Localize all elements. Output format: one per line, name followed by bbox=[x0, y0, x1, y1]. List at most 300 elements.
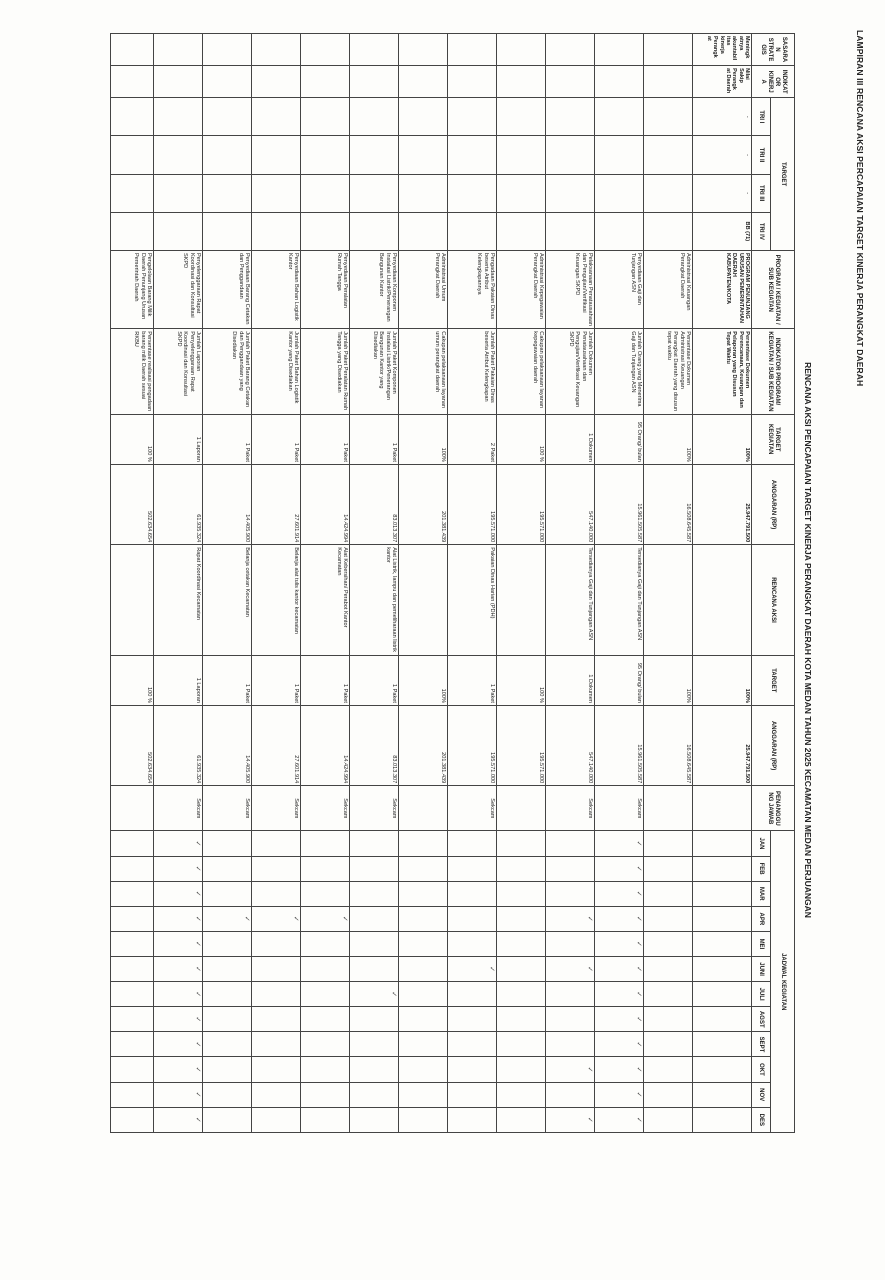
tri-3-empty bbox=[111, 174, 154, 212]
tri-1-empty bbox=[644, 98, 693, 136]
target-2-cell: 1 Paket bbox=[301, 655, 350, 705]
anggaran-2-cell: 25.947.791.500 bbox=[693, 705, 752, 785]
schedule-check-cell bbox=[203, 982, 252, 1007]
schedule-check-cell: ✓ bbox=[203, 906, 252, 931]
schedule-check-cell: ✓ bbox=[595, 831, 644, 856]
schedule-check-cell bbox=[301, 931, 350, 956]
schedule-check-cell: ✓ bbox=[154, 881, 203, 906]
penanggung-jawab-cell: Sekcam bbox=[448, 786, 497, 831]
program-cell: Administrasi Umum Perangkat Daerah bbox=[399, 250, 448, 328]
anggaran-cell: 27.601.914 bbox=[252, 464, 301, 544]
schedule-check-cell bbox=[644, 881, 693, 906]
schedule-check-cell bbox=[252, 931, 301, 956]
tri-3-empty bbox=[546, 174, 595, 212]
header-sasaran: SASARA N STRATE GIS bbox=[752, 34, 795, 66]
target-kegiatan-cell: 1 Paket bbox=[301, 414, 350, 464]
tri-2-empty bbox=[301, 136, 350, 174]
indikator-program-cell: Persentase Dokumen Perencanaan, Keuangan dan Pelaporan yang Disusun Tepat Waktu bbox=[693, 329, 752, 414]
schedule-check-cell bbox=[399, 1107, 448, 1132]
indikator-program-cell: Jumlah Paket Bahan Logistik Kantor yang Disediakan bbox=[252, 329, 301, 414]
schedule-check-cell bbox=[252, 982, 301, 1007]
schedule-check-cell bbox=[693, 831, 752, 856]
schedule-check-cell bbox=[252, 957, 301, 982]
tri-3-empty bbox=[301, 174, 350, 212]
anggaran-cell: 14.424.994 bbox=[301, 464, 350, 544]
schedule-check-cell bbox=[350, 957, 399, 982]
header-program: PROGRAM / KEGIATAN / SUB KEGIATAN bbox=[752, 250, 795, 328]
schedule-check-cell bbox=[350, 1082, 399, 1107]
schedule-check-cell bbox=[546, 831, 595, 856]
schedule-check-cell: ✓ bbox=[595, 1057, 644, 1082]
action-plan-table bbox=[110, 33, 795, 1133]
header-tri-2: TRI II bbox=[752, 136, 771, 174]
schedule-check-cell bbox=[203, 1032, 252, 1057]
tri-4-empty bbox=[301, 212, 350, 250]
tri-3-empty bbox=[644, 174, 693, 212]
program-cell: Administrasi Keuangan Perangkat Daerah bbox=[644, 250, 693, 328]
schedule-check-cell bbox=[301, 1032, 350, 1057]
schedule-check-cell: ✓ bbox=[154, 982, 203, 1007]
schedule-check-cell bbox=[301, 856, 350, 881]
schedule-check-cell bbox=[448, 931, 497, 956]
header-rencana-aksi: RENCANA AKSI bbox=[752, 545, 795, 655]
target-kegiatan-cell: 95 Orang/ bulan bbox=[595, 414, 644, 464]
schedule-check-cell bbox=[301, 1057, 350, 1082]
schedule-check-cell: ✓ bbox=[595, 957, 644, 982]
penanggung-jawab-cell: Sekcam bbox=[154, 786, 203, 831]
header-month: FEB bbox=[752, 856, 771, 881]
tri-4-empty bbox=[252, 212, 301, 250]
schedule-check-cell bbox=[203, 1057, 252, 1082]
rencana-aksi-cell: Belanja alat tulis kantor kecamatan bbox=[252, 545, 301, 655]
schedule-check-cell: ✓ bbox=[595, 906, 644, 931]
target-kegiatan-cell: 100 % bbox=[111, 414, 154, 464]
schedule-check-cell: ✓ bbox=[252, 906, 301, 931]
header-month: DES bbox=[752, 1107, 771, 1132]
anggaran-2-cell: 502.634.654 bbox=[111, 705, 154, 785]
schedule-check-cell bbox=[497, 1007, 546, 1032]
target-2-cell: 100% bbox=[644, 655, 693, 705]
anggaran-cell: 547.140.000 bbox=[546, 464, 595, 544]
table-row bbox=[644, 34, 693, 1133]
penanggung-jawab-cell: Sekcam bbox=[252, 786, 301, 831]
sasaran-empty-cell bbox=[497, 34, 546, 66]
schedule-check-cell: ✓ bbox=[154, 1082, 203, 1107]
tri-4-empty bbox=[546, 212, 595, 250]
table-row bbox=[693, 34, 752, 1133]
indikator-empty-cell bbox=[111, 66, 154, 98]
target-2-cell: 1 Laporan bbox=[154, 655, 203, 705]
indikator-program-cell: Cakupan pelaksanaan layanan umum perangkat daerah bbox=[399, 329, 448, 414]
schedule-check-cell: ✓ bbox=[154, 906, 203, 931]
header-tri-4: TRI IV bbox=[752, 212, 771, 250]
target-2-cell: 100 % bbox=[111, 655, 154, 705]
tri-2-empty bbox=[252, 136, 301, 174]
tri-3-empty bbox=[252, 174, 301, 212]
sasaran-empty-cell bbox=[301, 34, 350, 66]
schedule-check-cell bbox=[111, 957, 154, 982]
table-row bbox=[595, 34, 644, 1133]
indikator-empty-cell bbox=[497, 66, 546, 98]
tri-4-empty bbox=[644, 212, 693, 250]
tri-1-empty bbox=[546, 98, 595, 136]
schedule-check-cell bbox=[111, 881, 154, 906]
indikator-empty-cell bbox=[350, 66, 399, 98]
anggaran-cell: 14.405.900 bbox=[203, 464, 252, 544]
program-cell: Penyediaan Komponen Instalasi Listrik/Penerangan Bangunan Kantor bbox=[350, 250, 399, 328]
program-cell: Penyediaan Gaji dan Tunjangan ASN bbox=[595, 250, 644, 328]
sasaran-empty-cell bbox=[203, 34, 252, 66]
tri-4-empty bbox=[448, 212, 497, 250]
schedule-check-cell bbox=[497, 831, 546, 856]
schedule-check-cell bbox=[301, 881, 350, 906]
header-month: JAN bbox=[752, 831, 771, 856]
anggaran-2-cell: 14.424.994 bbox=[301, 705, 350, 785]
sasaran-empty-cell bbox=[399, 34, 448, 66]
penanggung-jawab-cell: Sekcam bbox=[595, 786, 644, 831]
tri-3-cell: - bbox=[693, 174, 752, 212]
anggaran-2-cell: 195.571.000 bbox=[448, 705, 497, 785]
tri-3-empty bbox=[448, 174, 497, 212]
schedule-check-cell bbox=[693, 957, 752, 982]
tri-3-empty bbox=[154, 174, 203, 212]
schedule-check-cell: ✓ bbox=[154, 856, 203, 881]
anggaran-cell: 195.571.000 bbox=[497, 464, 546, 544]
schedule-check-cell bbox=[301, 982, 350, 1007]
target-2-cell: 1 Paket bbox=[203, 655, 252, 705]
program-cell: Administrasi Kepegawaian Perangkat Daerah bbox=[497, 250, 546, 328]
schedule-check-cell: ✓ bbox=[595, 1107, 644, 1132]
schedule-check-cell bbox=[203, 957, 252, 982]
schedule-check-cell: ✓ bbox=[448, 957, 497, 982]
schedule-check-cell bbox=[448, 906, 497, 931]
penanggung-jawab-cell bbox=[693, 786, 752, 831]
target-2-cell: 1 Paket bbox=[252, 655, 301, 705]
tri-2-empty bbox=[203, 136, 252, 174]
schedule-check-cell bbox=[693, 1007, 752, 1032]
indikator-empty-cell bbox=[595, 66, 644, 98]
header-month: SEPT bbox=[752, 1032, 771, 1057]
document-title: RENCANA AKSI PENCAPAIAN TARGET KINERJA PERANGKAT DAERAH KOTA MEDAN TAHUN 2025 KECAMATAN MEDAN PERJUANGAN bbox=[803, 362, 813, 918]
schedule-check-cell bbox=[111, 1107, 154, 1132]
anggaran-cell: 16.508.645.587 bbox=[644, 464, 693, 544]
sasaran-empty-cell bbox=[595, 34, 644, 66]
table-row bbox=[203, 34, 252, 1133]
schedule-check-cell bbox=[497, 982, 546, 1007]
schedule-check-cell bbox=[399, 906, 448, 931]
tri-1-empty bbox=[154, 98, 203, 136]
schedule-check-cell bbox=[546, 982, 595, 1007]
schedule-check-cell bbox=[399, 931, 448, 956]
schedule-check-cell bbox=[497, 1082, 546, 1107]
schedule-check-cell bbox=[350, 856, 399, 881]
program-cell: Penyediaan Barang Cetakan dan Penggandaan bbox=[203, 250, 252, 328]
indikator-empty-cell bbox=[448, 66, 497, 98]
schedule-check-cell bbox=[644, 906, 693, 931]
header-anggaran: ANGGARAN (RP) bbox=[752, 464, 795, 544]
indikator-program-cell: Jumlah Paket Komponen Instalasi Listrik/Penerangan Bangunan Kantor yang Disediakan bbox=[350, 329, 399, 414]
sasaran-empty-cell bbox=[546, 34, 595, 66]
tri-1-empty bbox=[350, 98, 399, 136]
schedule-check-cell bbox=[546, 881, 595, 906]
schedule-check-cell bbox=[693, 856, 752, 881]
target-kegiatan-cell: 100 % bbox=[497, 414, 546, 464]
anggaran-cell: 61.935.324 bbox=[154, 464, 203, 544]
schedule-check-cell bbox=[203, 931, 252, 956]
schedule-check-cell bbox=[448, 1057, 497, 1082]
schedule-check-cell: ✓ bbox=[154, 1032, 203, 1057]
penanggung-jawab-cell bbox=[497, 786, 546, 831]
schedule-check-cell: ✓ bbox=[154, 831, 203, 856]
schedule-check-cell bbox=[497, 881, 546, 906]
schedule-check-cell bbox=[111, 831, 154, 856]
target-kegiatan-cell: 100% bbox=[399, 414, 448, 464]
schedule-check-cell bbox=[301, 1082, 350, 1107]
tri-3-empty bbox=[350, 174, 399, 212]
schedule-check-cell: ✓ bbox=[546, 957, 595, 982]
schedule-check-cell: ✓ bbox=[546, 1057, 595, 1082]
anggaran-cell: 195.571.000 bbox=[448, 464, 497, 544]
schedule-check-cell bbox=[693, 931, 752, 956]
penanggung-jawab-cell bbox=[644, 786, 693, 831]
schedule-check-cell bbox=[111, 906, 154, 931]
header-month: MAR bbox=[752, 881, 771, 906]
schedule-check-cell: ✓ bbox=[301, 906, 350, 931]
header-month: OKT bbox=[752, 1057, 771, 1082]
schedule-check-cell: ✓ bbox=[595, 881, 644, 906]
tri-4-empty bbox=[350, 212, 399, 250]
tri-3-empty bbox=[203, 174, 252, 212]
schedule-check-cell bbox=[350, 906, 399, 931]
tri-3-empty bbox=[497, 174, 546, 212]
anggaran-2-cell: 195.571.000 bbox=[497, 705, 546, 785]
schedule-check-cell: ✓ bbox=[595, 982, 644, 1007]
table-row bbox=[111, 34, 154, 1133]
schedule-check-cell bbox=[350, 831, 399, 856]
penanggung-jawab-cell bbox=[399, 786, 448, 831]
rencana-aksi-cell: Belanja cetakan Kecamatan bbox=[203, 545, 252, 655]
tri-4-empty bbox=[497, 212, 546, 250]
schedule-check-cell bbox=[497, 1107, 546, 1132]
indikator-kinerja-cell: Nilai Sakip Perangk at Daerah bbox=[693, 66, 752, 98]
schedule-check-cell: ✓ bbox=[154, 1107, 203, 1132]
indikator-empty-cell bbox=[154, 66, 203, 98]
schedule-check-cell: ✓ bbox=[154, 1007, 203, 1032]
schedule-check-cell bbox=[111, 982, 154, 1007]
indikator-program-cell: Jumlah Dokumen Penatausahaan dan Pengujian/Verifikasi Keuangan SKPD bbox=[546, 329, 595, 414]
anggaran-2-cell: 61.935.324 bbox=[154, 705, 203, 785]
rencana-aksi-cell bbox=[399, 545, 448, 655]
table-row bbox=[252, 34, 301, 1133]
tri-2-empty bbox=[595, 136, 644, 174]
header-penanggung-jawab: PENANGGU NG JAWAB bbox=[752, 786, 795, 831]
sasaran-empty-cell bbox=[350, 34, 399, 66]
schedule-check-cell bbox=[111, 1032, 154, 1057]
header-month: NOV bbox=[752, 1082, 771, 1107]
indikator-program-cell: Jumlah Paket Barang Cetakan dan Penggandaan yang Disediakan bbox=[203, 329, 252, 414]
tri-3-empty bbox=[595, 174, 644, 212]
schedule-check-cell bbox=[448, 881, 497, 906]
tri-1-empty bbox=[301, 98, 350, 136]
table-row bbox=[301, 34, 350, 1133]
anggaran-cell: 15.961.505.587 bbox=[595, 464, 644, 544]
target-2-cell: 100% bbox=[693, 655, 752, 705]
schedule-check-cell bbox=[350, 881, 399, 906]
schedule-check-cell bbox=[111, 931, 154, 956]
table-row bbox=[546, 34, 595, 1133]
tri-3-empty bbox=[399, 174, 448, 212]
program-cell: Penyelenggaraan Rapat Koordinasi dan Konsultasi SKPD bbox=[154, 250, 203, 328]
schedule-check-cell bbox=[546, 1082, 595, 1107]
rencana-aksi-cell: Tersedianya Gaji dan Tunjangan ASN bbox=[595, 545, 644, 655]
anggaran-cell: 201.381.439 bbox=[399, 464, 448, 544]
schedule-check-cell bbox=[448, 856, 497, 881]
schedule-check-cell bbox=[644, 1032, 693, 1057]
schedule-check-cell: ✓ bbox=[154, 1057, 203, 1082]
anggaran-2-cell: 15.961.505.587 bbox=[595, 705, 644, 785]
header-target: TARGET bbox=[771, 98, 795, 251]
schedule-check-cell bbox=[644, 1082, 693, 1107]
schedule-check-cell bbox=[448, 1107, 497, 1132]
schedule-check-cell bbox=[399, 1007, 448, 1032]
schedule-check-cell bbox=[203, 856, 252, 881]
schedule-check-cell bbox=[546, 931, 595, 956]
schedule-check-cell: ✓ bbox=[546, 906, 595, 931]
program-cell: Pengelolaan Barang Milik Daerah Penunjang Urusan Pemerintah Daerah bbox=[111, 250, 154, 328]
schedule-check-cell bbox=[252, 881, 301, 906]
schedule-check-cell bbox=[252, 1032, 301, 1057]
schedule-check-cell bbox=[644, 1057, 693, 1082]
schedule-check-cell bbox=[693, 906, 752, 931]
schedule-check-cell bbox=[399, 1057, 448, 1082]
schedule-check-cell: ✓ bbox=[154, 957, 203, 982]
table-row bbox=[399, 34, 448, 1133]
schedule-check-cell bbox=[252, 1107, 301, 1132]
schedule-check-cell bbox=[399, 957, 448, 982]
tri-2-empty bbox=[644, 136, 693, 174]
schedule-check-cell bbox=[693, 1057, 752, 1082]
tri-1-cell: - bbox=[693, 98, 752, 136]
target-2-cell: 1 Paket bbox=[448, 655, 497, 705]
indikator-program-cell: Jumlah Paket Peralatan Rumah Tangga yang Disediakan bbox=[301, 329, 350, 414]
header-anggaran-2: ANGGARAN (RP) bbox=[752, 705, 795, 785]
tri-2-empty bbox=[546, 136, 595, 174]
schedule-check-cell bbox=[448, 1082, 497, 1107]
tri-4-empty bbox=[399, 212, 448, 250]
lampiran-title: LAMPIRAN III RENCANA AKSI PERCAPAIAN TARGET KINERJA PERANGKAT DAERAH bbox=[855, 30, 865, 387]
schedule-check-cell bbox=[448, 982, 497, 1007]
header-month: JULI bbox=[752, 982, 771, 1007]
header-target-kegiatan: TARGET KEGIATAN bbox=[752, 414, 795, 464]
tri-2-empty bbox=[154, 136, 203, 174]
sasaran-empty-cell bbox=[644, 34, 693, 66]
header-indikator: INDIKAT OR KINERJ A bbox=[752, 66, 795, 98]
schedule-check-cell bbox=[399, 831, 448, 856]
table-body bbox=[111, 34, 752, 1133]
indikator-program-cell: Jumlah Paket Pakaian Dinas beserta Atribut Kelengkapan bbox=[448, 329, 497, 414]
anggaran-2-cell: 16.508.645.587 bbox=[644, 705, 693, 785]
program-cell: Pelaksanaan Penatausahaan dan Pengujian/Verifikasi Keuangan SKPD bbox=[546, 250, 595, 328]
schedule-check-cell bbox=[399, 982, 448, 1007]
schedule-check-cell bbox=[350, 1032, 399, 1057]
schedule-check-cell bbox=[546, 1032, 595, 1057]
target-kegiatan-cell: 1 Paket bbox=[203, 414, 252, 464]
schedule-check-cell bbox=[693, 1107, 752, 1132]
schedule-check-cell bbox=[301, 1007, 350, 1032]
program-cell: PROGRAM PENUNJANG URUSAN PEMERINTAHAN DAERAH KABUPATEN/KOTA bbox=[693, 250, 752, 328]
schedule-check-cell bbox=[497, 931, 546, 956]
rencana-aksi-cell bbox=[111, 545, 154, 655]
tri-4-empty bbox=[595, 212, 644, 250]
schedule-check-cell bbox=[693, 982, 752, 1007]
schedule-check-cell bbox=[350, 1007, 399, 1032]
target-2-cell: 100% bbox=[399, 655, 448, 705]
indikator-empty-cell bbox=[399, 66, 448, 98]
tri-2-cell: - bbox=[693, 136, 752, 174]
schedule-check-cell: ✓ bbox=[595, 931, 644, 956]
target-kegiatan-cell: 100% bbox=[693, 414, 752, 464]
schedule-check-cell bbox=[497, 1057, 546, 1082]
rencana-aksi-cell: Pakaian Dinas Harian (PDH) bbox=[448, 545, 497, 655]
rencana-aksi-cell: Tersedianya Gaji dan Tunjangan ASN bbox=[546, 545, 595, 655]
schedule-check-cell: ✓ bbox=[350, 982, 399, 1007]
schedule-check-cell bbox=[111, 856, 154, 881]
table-row bbox=[350, 34, 399, 1133]
schedule-check-cell bbox=[301, 957, 350, 982]
schedule-check-cell bbox=[252, 1082, 301, 1107]
indikator-empty-cell bbox=[644, 66, 693, 98]
indikator-empty-cell bbox=[546, 66, 595, 98]
header-jadwal: JADWAL KEGIATAN bbox=[771, 831, 795, 1133]
anggaran-cell: 502.634.654 bbox=[111, 464, 154, 544]
rencana-aksi-cell bbox=[497, 545, 546, 655]
tri-2-empty bbox=[350, 136, 399, 174]
schedule-check-cell bbox=[497, 1032, 546, 1057]
schedule-check-cell bbox=[693, 1032, 752, 1057]
sasaran-empty-cell bbox=[111, 34, 154, 66]
header-month: MEI bbox=[752, 931, 771, 956]
penanggung-jawab-cell: Sekcam bbox=[203, 786, 252, 831]
tri-4-cell: BB (71) bbox=[693, 212, 752, 250]
schedule-check-cell bbox=[301, 831, 350, 856]
header-month: AGST bbox=[752, 1007, 771, 1032]
target-kegiatan-cell: 2 Paket bbox=[448, 414, 497, 464]
schedule-check-cell: ✓ bbox=[595, 1032, 644, 1057]
schedule-check-cell: ✓ bbox=[595, 1007, 644, 1032]
tri-1-empty bbox=[595, 98, 644, 136]
header-month: JUNI bbox=[752, 957, 771, 982]
schedule-check-cell bbox=[497, 856, 546, 881]
indikator-program-cell: Persentase realisasi pengadaan barang milik Daerah sesuai RKBU bbox=[111, 329, 154, 414]
tri-1-empty bbox=[203, 98, 252, 136]
schedule-check-cell bbox=[203, 1107, 252, 1132]
schedule-check-cell: ✓ bbox=[154, 931, 203, 956]
schedule-check-cell bbox=[252, 1007, 301, 1032]
target-kegiatan-cell: 1 Paket bbox=[350, 414, 399, 464]
sasaran-strategis-cell: Meningk atnya akuntabil itas kinerja Perangk at bbox=[693, 34, 752, 66]
indikator-empty-cell bbox=[203, 66, 252, 98]
indikator-empty-cell bbox=[252, 66, 301, 98]
tri-1-empty bbox=[252, 98, 301, 136]
program-cell: Penyediaan Peralatan Rumah Tangga bbox=[301, 250, 350, 328]
penanggung-jawab-cell: Sekcam bbox=[546, 786, 595, 831]
target-kegiatan-cell: 1 Laporan bbox=[154, 414, 203, 464]
header-indikator-program: INDIKATOR PROGRAM/ KEGIATAN / SUB KEGIATAN bbox=[752, 329, 795, 414]
schedule-check-cell bbox=[448, 831, 497, 856]
schedule-check-cell bbox=[546, 1007, 595, 1032]
anggaran-2-cell: 201.381.439 bbox=[399, 705, 448, 785]
anggaran-2-cell: 547.140.000 bbox=[546, 705, 595, 785]
